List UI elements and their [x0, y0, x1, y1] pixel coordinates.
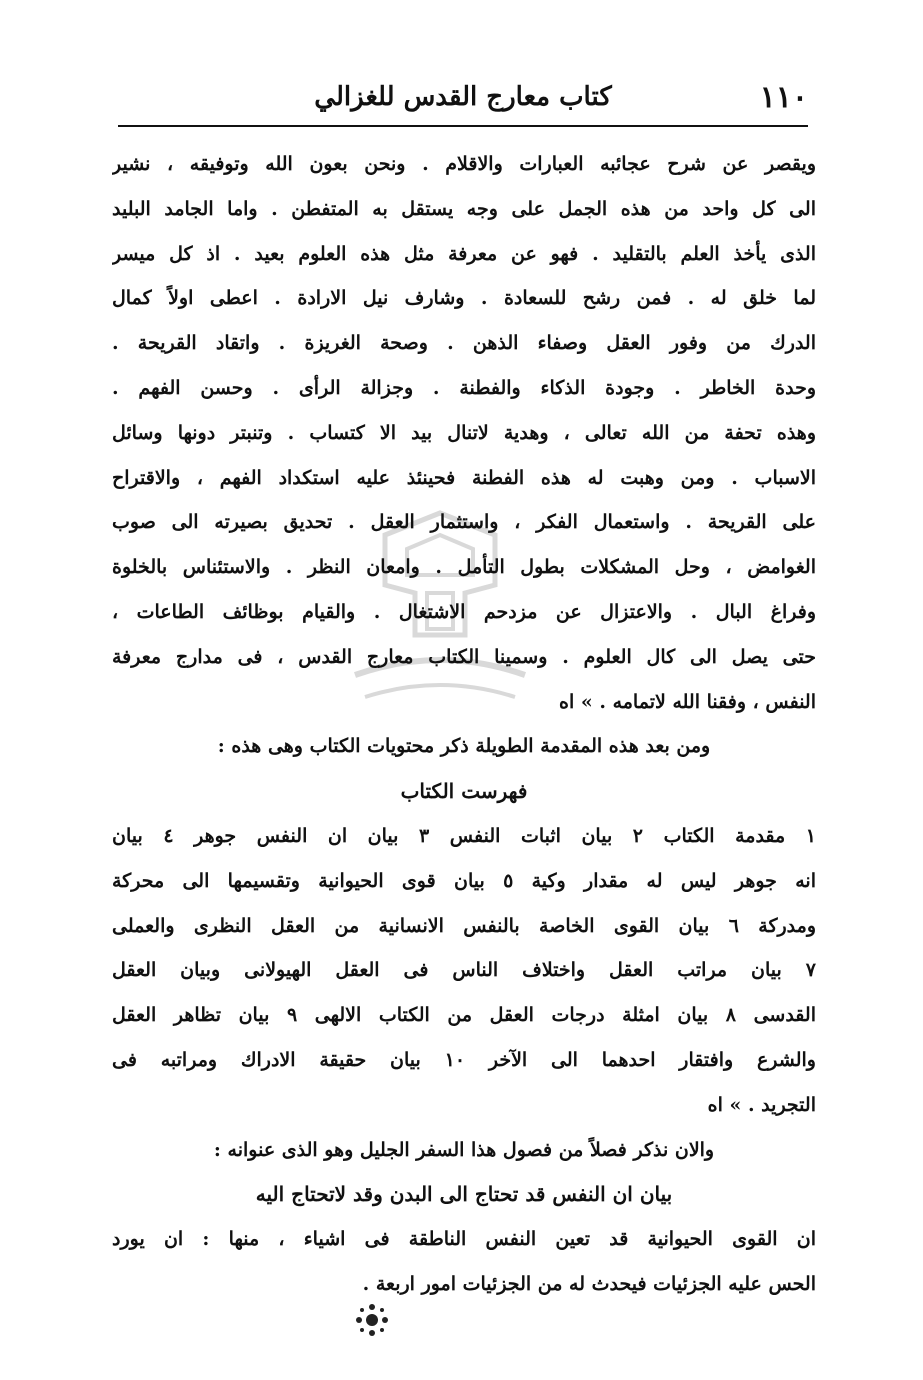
text-line: الاسباب . ومن وهبت له هذه الفطنة فحينئذ عليه استكداد الفهم ، والاقتراح — [112, 466, 816, 489]
text-line: وهذه تحفة من الله تعالى ، وهدية لاتنال بيد الا كتساب . وتنبتر دونها وسائل — [112, 421, 816, 444]
header-rule — [118, 125, 808, 127]
text-line: وحدة الخاطر . وجودة الذكاء والفطنة . وجزالة الرأى . وحسن الفهم . — [112, 376, 816, 399]
text-line: ومن بعد هذه المقدمة الطويلة ذكر محتويات الكتاب وهى هذه : — [217, 735, 711, 758]
toc-line: التجريد . » اه — [707, 1093, 816, 1116]
text-line: لما خلق له . فمن رشح للسعادة . وشارف نيل الارادة . اعطى اولاً كمال — [112, 287, 816, 310]
text-line: الدرك من وفور العقل وصفاء الذهن . وصحة الغريزة . واتقاد القريحة . — [112, 332, 816, 355]
section-heading: فهرست الكتاب — [400, 779, 528, 804]
toc-line: القدسى ٨ بيان امثلة درجات العقل من الكتاب الالهى ٩ بيان تظاهر العقل — [112, 1004, 816, 1027]
ornament-icon — [352, 1300, 392, 1340]
text-line: الذى يأخذ العلم بالتقليد . فهو عن معرفة مثل هذه العلوم بعيد . اذ كل ميسر — [112, 242, 816, 265]
page-header — [118, 78, 808, 122]
text-line: الى كل واحد من هذه الجمل على وجه يستقل به المتفطن . واما الجامد البليد — [112, 197, 816, 220]
toc-line: ١ مقدمة الكتاب ٢ بيان اثبات النفس ٣ بيان ان النفس جوهر ٤ بيان — [112, 824, 816, 847]
toc-line: انه جوهر ليس له مقدار وكية ٥ بيان قوى الحيوانية وتقسيمها الى محركة — [112, 869, 816, 892]
chapter-heading: بيان ان النفس قد تحتاج الى البدن وقد لاتحتاج اليه — [255, 1182, 673, 1207]
text-line: ويقصر عن شرح عجائبه العبارات والاقلام . ونحن بعون الله وتوفيقه ، نشير — [112, 153, 816, 175]
running-title: كتاب معارج القدس للغزالي — [314, 82, 612, 112]
toc-line: ومدركة ٦ بيان القوى الخاصة بالنفس الانسانية من العقل النظرى والعملى — [112, 914, 816, 937]
text-line: وفراغ البال . والاعتزال عن مزدحم الاشتغال . والقيام بوظائف الطاعات ، — [112, 600, 816, 623]
body-text — [112, 142, 816, 1307]
text-line: الحس عليه الجزئيات فيحدث له من الجزئيات امور اربعة . — [362, 1272, 816, 1295]
text-line: حتى يصل الى كال العلوم . وسمينا الكتاب معارج القدس ، فى مدارج معرفة — [112, 645, 816, 668]
text-line: ان القوى الحيوانية قد تعين النفس الناطقة فى اشياء ، منها : ان يورد — [112, 1228, 816, 1251]
text-line: والان نذكر فصلاً من فصول هذا السفر الجليل وهو الذى عنوانه : — [213, 1138, 715, 1161]
page-number: ١١٠ — [759, 80, 808, 115]
toc-line: ٧ بيان مراتب العقل واختلاف الناس فى العقل الهيولانى وبيان العقل — [112, 959, 816, 982]
text-line: على القريحة . واستعمال الفكر ، واستثمار العقل . تحديق بصيرته الى صوب — [112, 511, 816, 534]
text-line: النفس ، وفقنا الله لاتمامه . » اه — [559, 690, 816, 713]
text-line: الغوامض ، وحل المشكلات بطول التأمل . وامعان النظر . والاستئناس بالخلوة — [112, 556, 816, 579]
toc-line: والشرع وافتقار احدهما الى الآخر ١٠ بيان حقيقة الادراك ومراتبه فى — [112, 1048, 816, 1071]
